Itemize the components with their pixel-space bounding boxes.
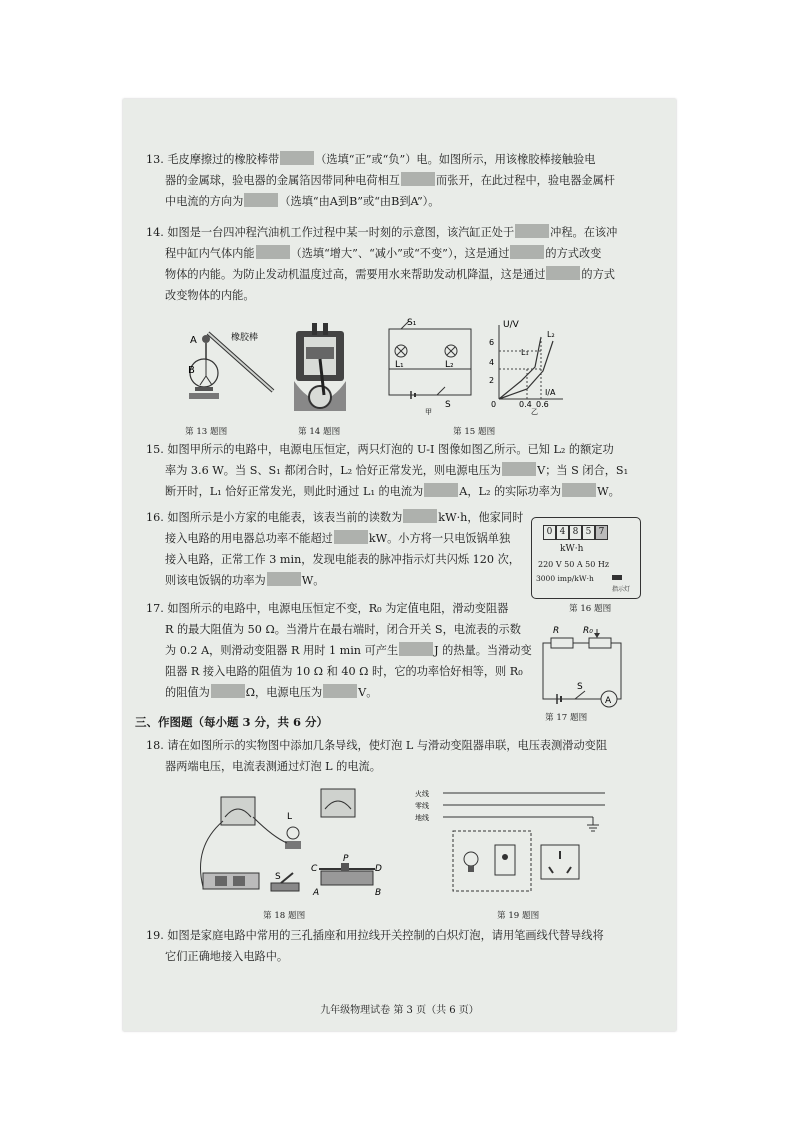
svg-text:D: D: [375, 864, 382, 874]
figure-14-engine: [286, 319, 356, 419]
figure-15-circuit-and-graph: [381, 315, 571, 415]
svg-text:L: L: [287, 812, 293, 822]
question-14: 14. 如图是一台四冲程汽油机工作过程中某一时刻的示意图，该汽缸正处于 冲程。在该冲 程中缸内气体内能 （选填“增大”、“减小”或“不变”），这是通过 的方式改变 物体的内能。为防止发动机温度过高，需要用水来帮助发动机降温，这是通过 的方式 改变物体的内能。: [146, 226, 618, 302]
exam-page: [123, 99, 676, 1031]
answer-blank[interactable]: [403, 509, 437, 523]
answer-blank[interactable]: [546, 266, 580, 280]
svg-text:0.4: 0.4: [519, 400, 532, 409]
svg-text:B: B: [375, 888, 382, 898]
answer-blank[interactable]: [256, 245, 290, 259]
svg-text:L₁: L₁: [521, 348, 529, 357]
svg-text:U/V: U/V: [503, 320, 519, 330]
answer-blank[interactable]: [502, 462, 536, 476]
svg-text:零线: 零线: [415, 802, 429, 810]
rod-label: 橡胶棒: [231, 333, 259, 343]
figure-18-caption: 第 18 题图: [263, 911, 306, 921]
svg-text:2: 2: [489, 376, 495, 385]
answer-blank[interactable]: [562, 483, 596, 497]
answer-blank[interactable]: [267, 572, 301, 586]
question-17: 17. 如图所示的电路中，电源电压恒定不变，R₀ 为定值电阻，滑动变阻器 R 的最大阻值为 50 Ω。当滑片在最右端时，闭合开关 S，电流表的示数 为 0.2 A，则滑动变阻器 R 用时 1 min 可产生 J 的热量。当滑动变 阻器 R 接入电路的阻值为 10 Ω 和 40 Ω 时，它的功率恰好相等，则 R₀ 的阻值为 Ω，电源电压为 V。: [146, 602, 532, 699]
answer-blank[interactable]: [211, 684, 245, 698]
svg-text:火线: 火线: [415, 790, 429, 798]
figure-17-circuit: [533, 619, 633, 711]
question-18: 18. 请在如图所示的实物图中添加几条导线，使灯泡 L 与滑动变阻器串联，电压表测滑动变阻 器两端电压，电流表测通过灯泡 L 的电流。: [146, 739, 608, 773]
figure-19-household-circuit: [413, 785, 623, 903]
svg-text:地线: 地线: [415, 814, 429, 822]
question-15: 15. 如图甲所示的电路中，电源电压恒定，两只灯泡的 U-I 图像如图乙所示。已知 L₂ 的额定功 率为 3.6 W。当 S、S₁ 都闭合时，L₂ 恰好正常发光，则电源电压为 V；当 S 闭合，S₁ 断开时，L₁ 恰好正常发光，则此时通过 L₁ 的电流为 A，L₂ 的实际功率为 W。: [146, 443, 629, 498]
label-a: A: [190, 335, 197, 346]
question-19: 19. 如图是家庭电路中常用的三孔插座和用拉线开关控制的白炽灯泡，请用笔画线代替导线将 它们正确地接入电路中。: [146, 929, 604, 963]
svg-text:0: 0: [491, 400, 497, 409]
answer-blank[interactable]: [424, 483, 458, 497]
meter-digits: 0 4 8 5 7: [543, 525, 608, 540]
svg-text:甲: 甲: [425, 408, 432, 415]
answer-blank[interactable]: [244, 193, 278, 207]
svg-text:C: C: [311, 864, 318, 874]
answer-blank[interactable]: [510, 245, 544, 259]
answer-blank[interactable]: [401, 172, 435, 186]
question-16: 16. 如图所示是小方家的电能表，该表当前的读数为 kW·h，他家同时 接入电路的用电器总功率不能超过 kW。小方将一只电饭锅单独 接入电路，正常工作 3 min，发现电能表的脉冲指示灯共闪烁 120 次， 则该电饭锅的功率为 W。: [146, 511, 524, 587]
svg-text:4: 4: [489, 358, 495, 367]
q13-text: 13. 毛皮摩擦过的橡胶棒带: [146, 153, 280, 166]
svg-text:L₁: L₁: [395, 360, 404, 370]
answer-blank[interactable]: [323, 684, 357, 698]
figure-16-energy-meter: 0 4 8 5 7 kW·h 220 V 50 A 50 Hz 3000 imp/kW·h 指示灯: [531, 517, 641, 599]
svg-text:乙: 乙: [531, 408, 538, 415]
figure-15-caption: 第 15 题图: [453, 427, 496, 437]
svg-text:I/A: I/A: [545, 388, 556, 397]
figure-13-caption: 第 13 题图: [185, 427, 228, 437]
svg-text:A: A: [605, 696, 612, 706]
answer-blank[interactable]: [515, 224, 549, 238]
svg-text:0.6: 0.6: [536, 400, 549, 409]
svg-text:P: P: [343, 854, 349, 864]
figure-13-electroscope: [178, 321, 288, 419]
figure-17-caption: 第 17 题图: [545, 713, 588, 723]
question-13: 13. 毛皮摩擦过的橡胶棒带 （选填“正”或“负”）电。如图所示，用该橡胶棒接触验电 器的金属球，验电器的金属箔因带同种电荷相互 而张开，在此过程中，验电器金属杆 中电流的方向为 （选填“由A到B”或“由B到A”）。: [146, 153, 615, 208]
answer-blank[interactable]: [334, 530, 368, 544]
figure-18-apparatus: [183, 787, 403, 907]
svg-text:6: 6: [489, 338, 495, 347]
label-b: B: [188, 365, 195, 376]
svg-text:L₂: L₂: [547, 330, 555, 339]
svg-text:R₀: R₀: [583, 626, 593, 636]
figure-19-caption: 第 19 题图: [497, 911, 540, 921]
svg-text:S: S: [445, 400, 451, 410]
section-3-heading: 三、作图题（每小题 3 分，共 6 分）: [135, 715, 329, 729]
svg-text:A: A: [313, 888, 320, 898]
svg-text:R: R: [553, 626, 560, 636]
svg-text:L₂: L₂: [445, 360, 454, 370]
answer-blank[interactable]: [280, 151, 314, 165]
answer-blank[interactable]: [399, 642, 433, 656]
page-footer: 九年级物理试卷 第 3 页（共 6 页）: [320, 1005, 479, 1016]
indicator-light: [612, 575, 622, 580]
svg-text:S₁: S₁: [407, 318, 417, 328]
figure-16-caption: 第 16 题图: [569, 604, 612, 614]
svg-text:S: S: [275, 872, 281, 882]
svg-text:S: S: [577, 682, 583, 692]
figure-14-caption: 第 14 题图: [298, 427, 341, 437]
